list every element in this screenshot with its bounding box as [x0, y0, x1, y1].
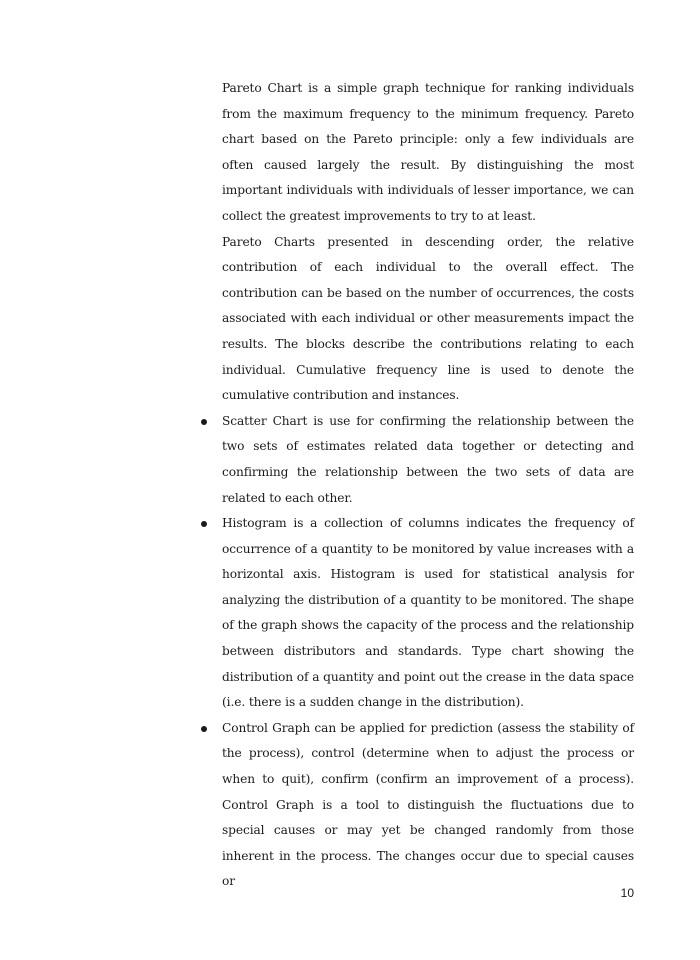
bullet-icon — [201, 726, 207, 732]
bullet-item-control-graph — [222, 716, 634, 895]
bullet-text: Control Graph can be applied for prediction (assess the stability of the process), control (determine when to adjust the process or when to quit), confirm (confirm an improvement of a process). Control Graph is a tool to distinguish the fluctuations due to special causes or may yet be changed randomly from those inherent in the process. The changes occur due to special causes or — [222, 720, 634, 889]
bullet-item-histogram — [222, 511, 634, 716]
page-number: 10 — [620, 886, 634, 900]
bullet-icon — [201, 521, 207, 527]
paragraph-pareto-order: Pareto Charts presented in descending order, the relative contribution of each individual to the overall effect. The contribution can be based on the number of occurrences, the costs associated with each individual or other measurements impact the results. The blocks describe the contributions relating to each individual. Cumulative frequency line is used to denote the cumulative contribution and instances. — [222, 234, 634, 403]
body-text — [222, 76, 634, 895]
bullet-icon — [201, 419, 207, 425]
bullet-text: Histogram is a collection of columns indicates the frequency of occurrence of a quantity to be monitored by value increases with a horizontal axis. Histogram is used for statistical analysis for analyzing the distribution of a quantity to be monitored. The shape of the graph shows the capacity of the process and the relationship between distributors and standards. Type chart showing the distribution of a quantity and point out the crease in the data space (i.e. there is a sudden change in the distribution). — [222, 516, 634, 710]
bullet-item-scatter-chart — [222, 409, 634, 511]
bullet-text: Scatter Chart is use for confirming the relationship between the two sets of estimates related data together or detecting and confirming the relationship between the two sets of data are related to each other. — [222, 413, 634, 505]
paragraph-pareto-definition: Pareto Chart is a simple graph technique for ranking individuals from the maximum frequency to the minimum frequency. Pareto chart based on the Pareto principle: only a few individuals are often caused largely the result. By distinguishing the most important individuals with individuals of lesser importance, we can collect the greatest improvements to try to at least. — [222, 81, 634, 223]
